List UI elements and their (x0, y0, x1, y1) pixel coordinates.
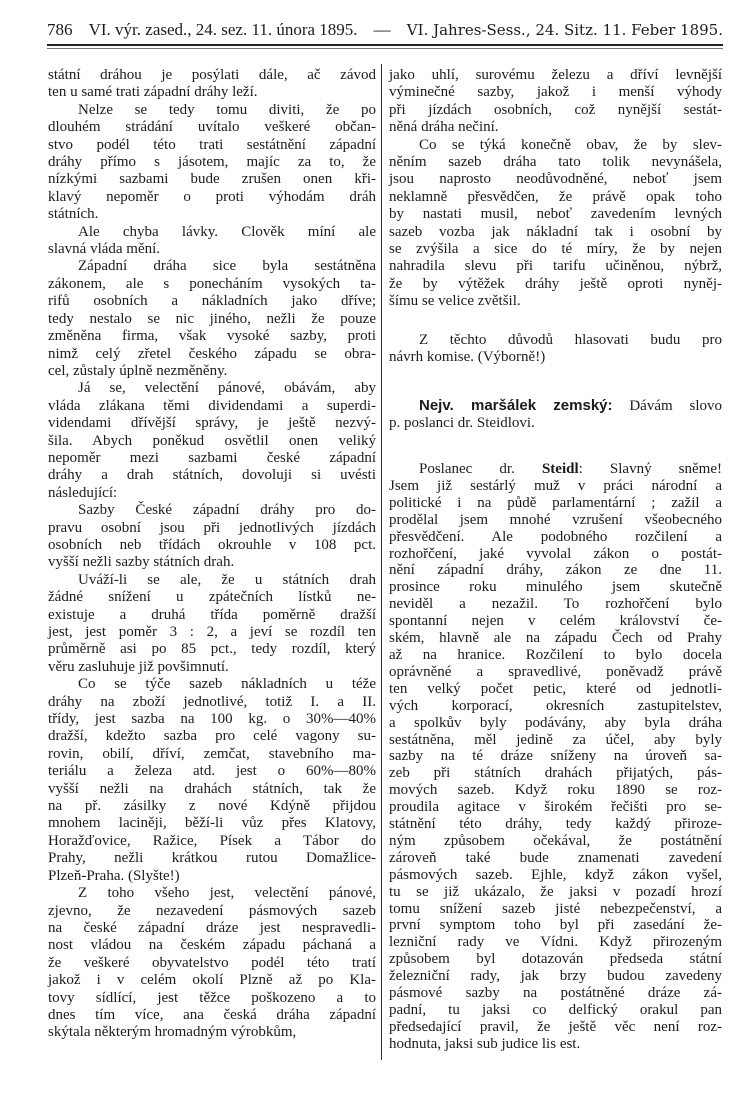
column-divider (381, 64, 382, 1060)
header-german: VI. Jahres-Sess., 24. Sitz. 11. Feber 1895. (406, 21, 723, 39)
text-line: dnes tím více, ana česká dráha západní (48, 1006, 376, 1023)
text-line: následující: (48, 484, 118, 501)
marshal-speech (389, 397, 722, 433)
text-line: jakož i v celém okolí Plzně až po Kla- (48, 972, 376, 989)
text-line: nimž celý zřetel českého západu se obra- (48, 345, 376, 362)
text-line: vých korporací, okresních zastupitelstev, (389, 697, 722, 714)
text-line: Z těchto důvodů hlasovati budu pro (419, 332, 722, 348)
page-number: 786 (47, 20, 73, 39)
header-rule-thin (47, 48, 723, 49)
text-line: spontanní nejen v celém království če- (389, 613, 722, 630)
text-line: neviděl a nezažil. To rozhořčení bylo (389, 596, 722, 613)
text-line: Západní dráha sice byla sestátněna (78, 258, 376, 275)
steidl-speech (389, 461, 722, 1053)
text-line: žádné snížení u zpátečních lístků ne- (48, 589, 376, 606)
text-line: sazeb vozba jak nákladní tak i osobní by (389, 223, 722, 240)
text-line: tomu snížení sazeb jisté nebezpečenství, a (389, 900, 722, 917)
text-line: první symptom toho byl při zasedání že- (389, 917, 722, 934)
text-line: něním sazeb dráha tato tolik nevynášela, (389, 154, 722, 171)
text-line: jsou naprosto neodůvodněné, neboť jsem (389, 171, 722, 188)
text-line: Plzeň-Praha. (Slyšte!) (48, 867, 180, 884)
steidl-body (389, 478, 722, 1053)
text-line: že by výtěžek dráhy ještě oproti nyněj- (389, 275, 722, 292)
text-line: Sazby České západní dráhy pro do- (78, 502, 376, 519)
text-line: zeb při státních drahách přijatých, pás- (389, 765, 722, 782)
text-line: železniční rady, jak brzy budou zavedeny (389, 968, 722, 985)
speaker-title: Poslanec dr. (419, 461, 542, 477)
text-line: nost vládou na českém západu páchaná a (48, 937, 376, 954)
text-line: by nastati musil, neboť zavedením levných (389, 206, 722, 223)
text-line: ten u samé trati západní dráhy leží. (48, 84, 258, 101)
text-line: teriálu a železa atd. jest o 60%—80% (48, 763, 376, 780)
text-line: změněna firma, však vysoké sazby, proti (48, 328, 376, 345)
marshal-first-line (389, 397, 722, 415)
header-rule (47, 44, 723, 46)
text-line: mových sazeb. Když roku 1890 se roz- (389, 782, 722, 799)
text-line: Co se týká konečně obav, že by slev- (419, 136, 722, 153)
text-line: Horažďovice, Ražice, Písek a Tábor do (48, 832, 376, 849)
text-line: ském, hlavně ale na západu Čech od Prahy (389, 630, 722, 647)
text-line: Jsem již sestárlý muž v práci národní a (389, 477, 722, 494)
text-line: prodělal jsem mnohé vzrušení všeobecného (389, 511, 722, 528)
text-line: hodnuta, jaksi sub judice lis est. (389, 1035, 581, 1052)
text-line: zjevno, že nezavedení pásmových sazeb (48, 902, 376, 919)
text-line: státní dráhou je posýlati dále, ač závod (48, 67, 376, 83)
text-line: státních. (48, 206, 99, 223)
text-line: cel, zůstaly úplně nezměněny. (48, 362, 228, 379)
text-line: padní, tu jaksi co delfický orakul pan (389, 1002, 722, 1018)
text-line: pásmové sazby na postátněné dráze zá- (389, 985, 722, 1002)
text-line: něná dráha nečiní. (389, 119, 499, 136)
text-line: při jízdách osobních, což nynější sestát- (389, 101, 722, 118)
text-line: osobních neb třídách okrouhle v 108 pct. (48, 536, 376, 553)
text-line: Já se, velectění pánové, obávám, aby (78, 380, 376, 397)
text-line: nízkými sazbami bude zrušen onen kři- (48, 171, 376, 188)
text-line: Dávám slovo (612, 398, 722, 414)
text-line: politické i na půdě parlamentární ; zažil a (389, 494, 722, 511)
text-line: : Slavný sněme! (578, 461, 722, 477)
steidl-first-line (389, 461, 722, 478)
text-line: nepoměr mezi sazbami české západní (48, 449, 376, 466)
text-line: pravu osobní jsou při jednotlivých jízdách (48, 519, 376, 536)
header-czech: VI. výr. zased., 24. sez. 11. února 1895. (88, 20, 358, 39)
text-line: rovin, obilí, dříví, zemčat, stavebního ma- (48, 745, 376, 762)
text-line: se zvýšila a sice do té míry, že by nejen (389, 241, 722, 258)
text-line: rozhořčení, jaké vyvolal zákon o postát- (389, 545, 722, 562)
text-line: a spolkův byly podávány, aby byla dráha (389, 714, 722, 731)
text-line: zároveň také bude znamenati zavedení (389, 849, 722, 866)
text-line: věru zasluhuje již povšimnutí. (48, 658, 229, 675)
text-line: návrh komise. (Výborně!) (389, 349, 546, 366)
text-line: dráhy na zboží jednotlivé, totiž I. a II. (48, 693, 376, 710)
text-line: p. poslanci dr. Steidlovi. (389, 415, 535, 432)
text-line: mnohem laciněji, běží-li vůz přes Klatovy, (48, 815, 376, 832)
text-line: nahradila slevu při tarifu učiněnou, nýbrž, (389, 258, 722, 275)
speaker-name: Steidl (541, 461, 579, 477)
text-line: Uváží-li se ale, že u státních drah (78, 571, 376, 588)
text-line: videndami dřívější správy, je ještě nezvý- (48, 415, 376, 432)
text-line: Nelze se tedy tomu diviti, že po (78, 101, 376, 118)
speaker-name: Nejv. maršálek zemský: (419, 397, 613, 414)
text-line: vláda zlákana těmi dividendami a superdi- (48, 397, 376, 414)
text-line: Co se týče sazeb nákladních u téže (78, 676, 376, 693)
running-header (47, 20, 723, 42)
text-line: na př. zásilky z nové Kdýně přijdou (48, 798, 376, 815)
text-line: existuje a druhá třída poměrně dražší (48, 606, 376, 623)
text-line: dráhy a drah státních, dovoluji si uvésti (48, 467, 376, 484)
text-line: ným způsobem očekával, že postátnění (389, 832, 722, 849)
text-line: neklamně přesvědčen, že právě opak toho (389, 188, 722, 205)
text-line: Prahy, nežli krátkou rutou Domažlice- (48, 850, 376, 867)
text-line: vyšší nežli sazby státních drah. (48, 554, 235, 571)
text-line: vyšší nežli na drahách státních, tak že (48, 780, 376, 797)
text-line: průměrně asi po 85 pct., tedy rozdíl, který (48, 641, 376, 658)
text-line: přesvědčení. Ale podobného rozčilení a (389, 528, 722, 545)
text-line: až na hranice. Rozčilení to bylo docela (389, 646, 722, 663)
text-line: tu se již ukázalo, že jaksi v pozadí hrozí (389, 883, 722, 900)
text-line: tovy sídlící, jest těžce poškozeno a to (48, 989, 376, 1006)
text-line: prosince roku minulého jsem skutečně (389, 579, 722, 596)
text-line: státnění této dráhy, tedy každý přiroze- (389, 816, 722, 833)
text-line: dražší, kdežto sazba pro celé vagony su- (48, 728, 376, 745)
right-column-conclusion (389, 332, 722, 367)
text-line: jako uhlí, surovému železu a dříví levnější (389, 67, 722, 83)
text-line: že veškeré obyvatelstvo podél této tratí (48, 954, 376, 971)
text-line: klavý nepoměr o proti výhodám dráh (48, 188, 376, 205)
text-line: způsobem byl dotazován předseda státní (389, 951, 722, 968)
text-line: sestátněna, měl jedině za účel, aby byly (389, 731, 722, 748)
text-line: Ale chyba lávky. Clověk míní ale (78, 223, 376, 240)
text-line: slavná vláda mění. (48, 241, 161, 258)
left-column (48, 67, 376, 1042)
text-line: zákonem, ale s ponecháním vysokých ta- (48, 275, 376, 292)
right-column-continuation (389, 67, 722, 311)
text-line: jest, jest poměr 3 : 2, a jeví se rozdíl ten (48, 624, 376, 640)
text-line: pásmových sazeb. Ejhle, když zákon vyšel, (389, 866, 722, 883)
text-line: dráhy přímo s jásotem, majíc za to, že (48, 154, 376, 171)
text-line: proudila agitace v širokém řečišti pro se- (389, 799, 722, 816)
text-line: šila. Abych poněkud osvětlil onen veliký (48, 432, 376, 449)
text-line: šímu se velice zvětšil. (389, 293, 521, 310)
text-line: nění západní dráhy, zákon ze dne 11. (389, 562, 722, 579)
text-line: lezniční rady ve Vídni. Když přirozeným (389, 934, 722, 951)
text-line: předsedající pravil, že ještě věc není roz- (389, 1018, 722, 1035)
text-line: stvo podél této trati sestátnění západní (48, 136, 376, 153)
text-line: tedy nestalo se nic jiného, nežli že pouze (48, 310, 376, 327)
text-line: na české západní dráze jest nespravedli- (48, 919, 376, 936)
text-line: třídy, jest sazba na 100 kg. o 30%—40% (48, 711, 376, 728)
text-line: Z toho všeho jest, velectění pánové, (78, 885, 376, 902)
text-line: oprávněné a spravedlivé, poněvadž právě (389, 663, 722, 680)
text-line: rifů osobních a nákladních jako dříve; (48, 293, 376, 310)
header-dash: — (373, 20, 391, 39)
text-line: ten velký počet petic, které od jednotli- (389, 680, 722, 697)
text-line: sazby na té dráze sníženy na úroveň sa- (389, 748, 722, 765)
text-line: dlouhém strádání uvítalo veškeré občan- (48, 119, 376, 136)
text-line: výminečné sazby, jakož i menší výhody (389, 84, 722, 101)
text-line: skýtala některým hromadným výrobkům, (48, 1024, 297, 1041)
